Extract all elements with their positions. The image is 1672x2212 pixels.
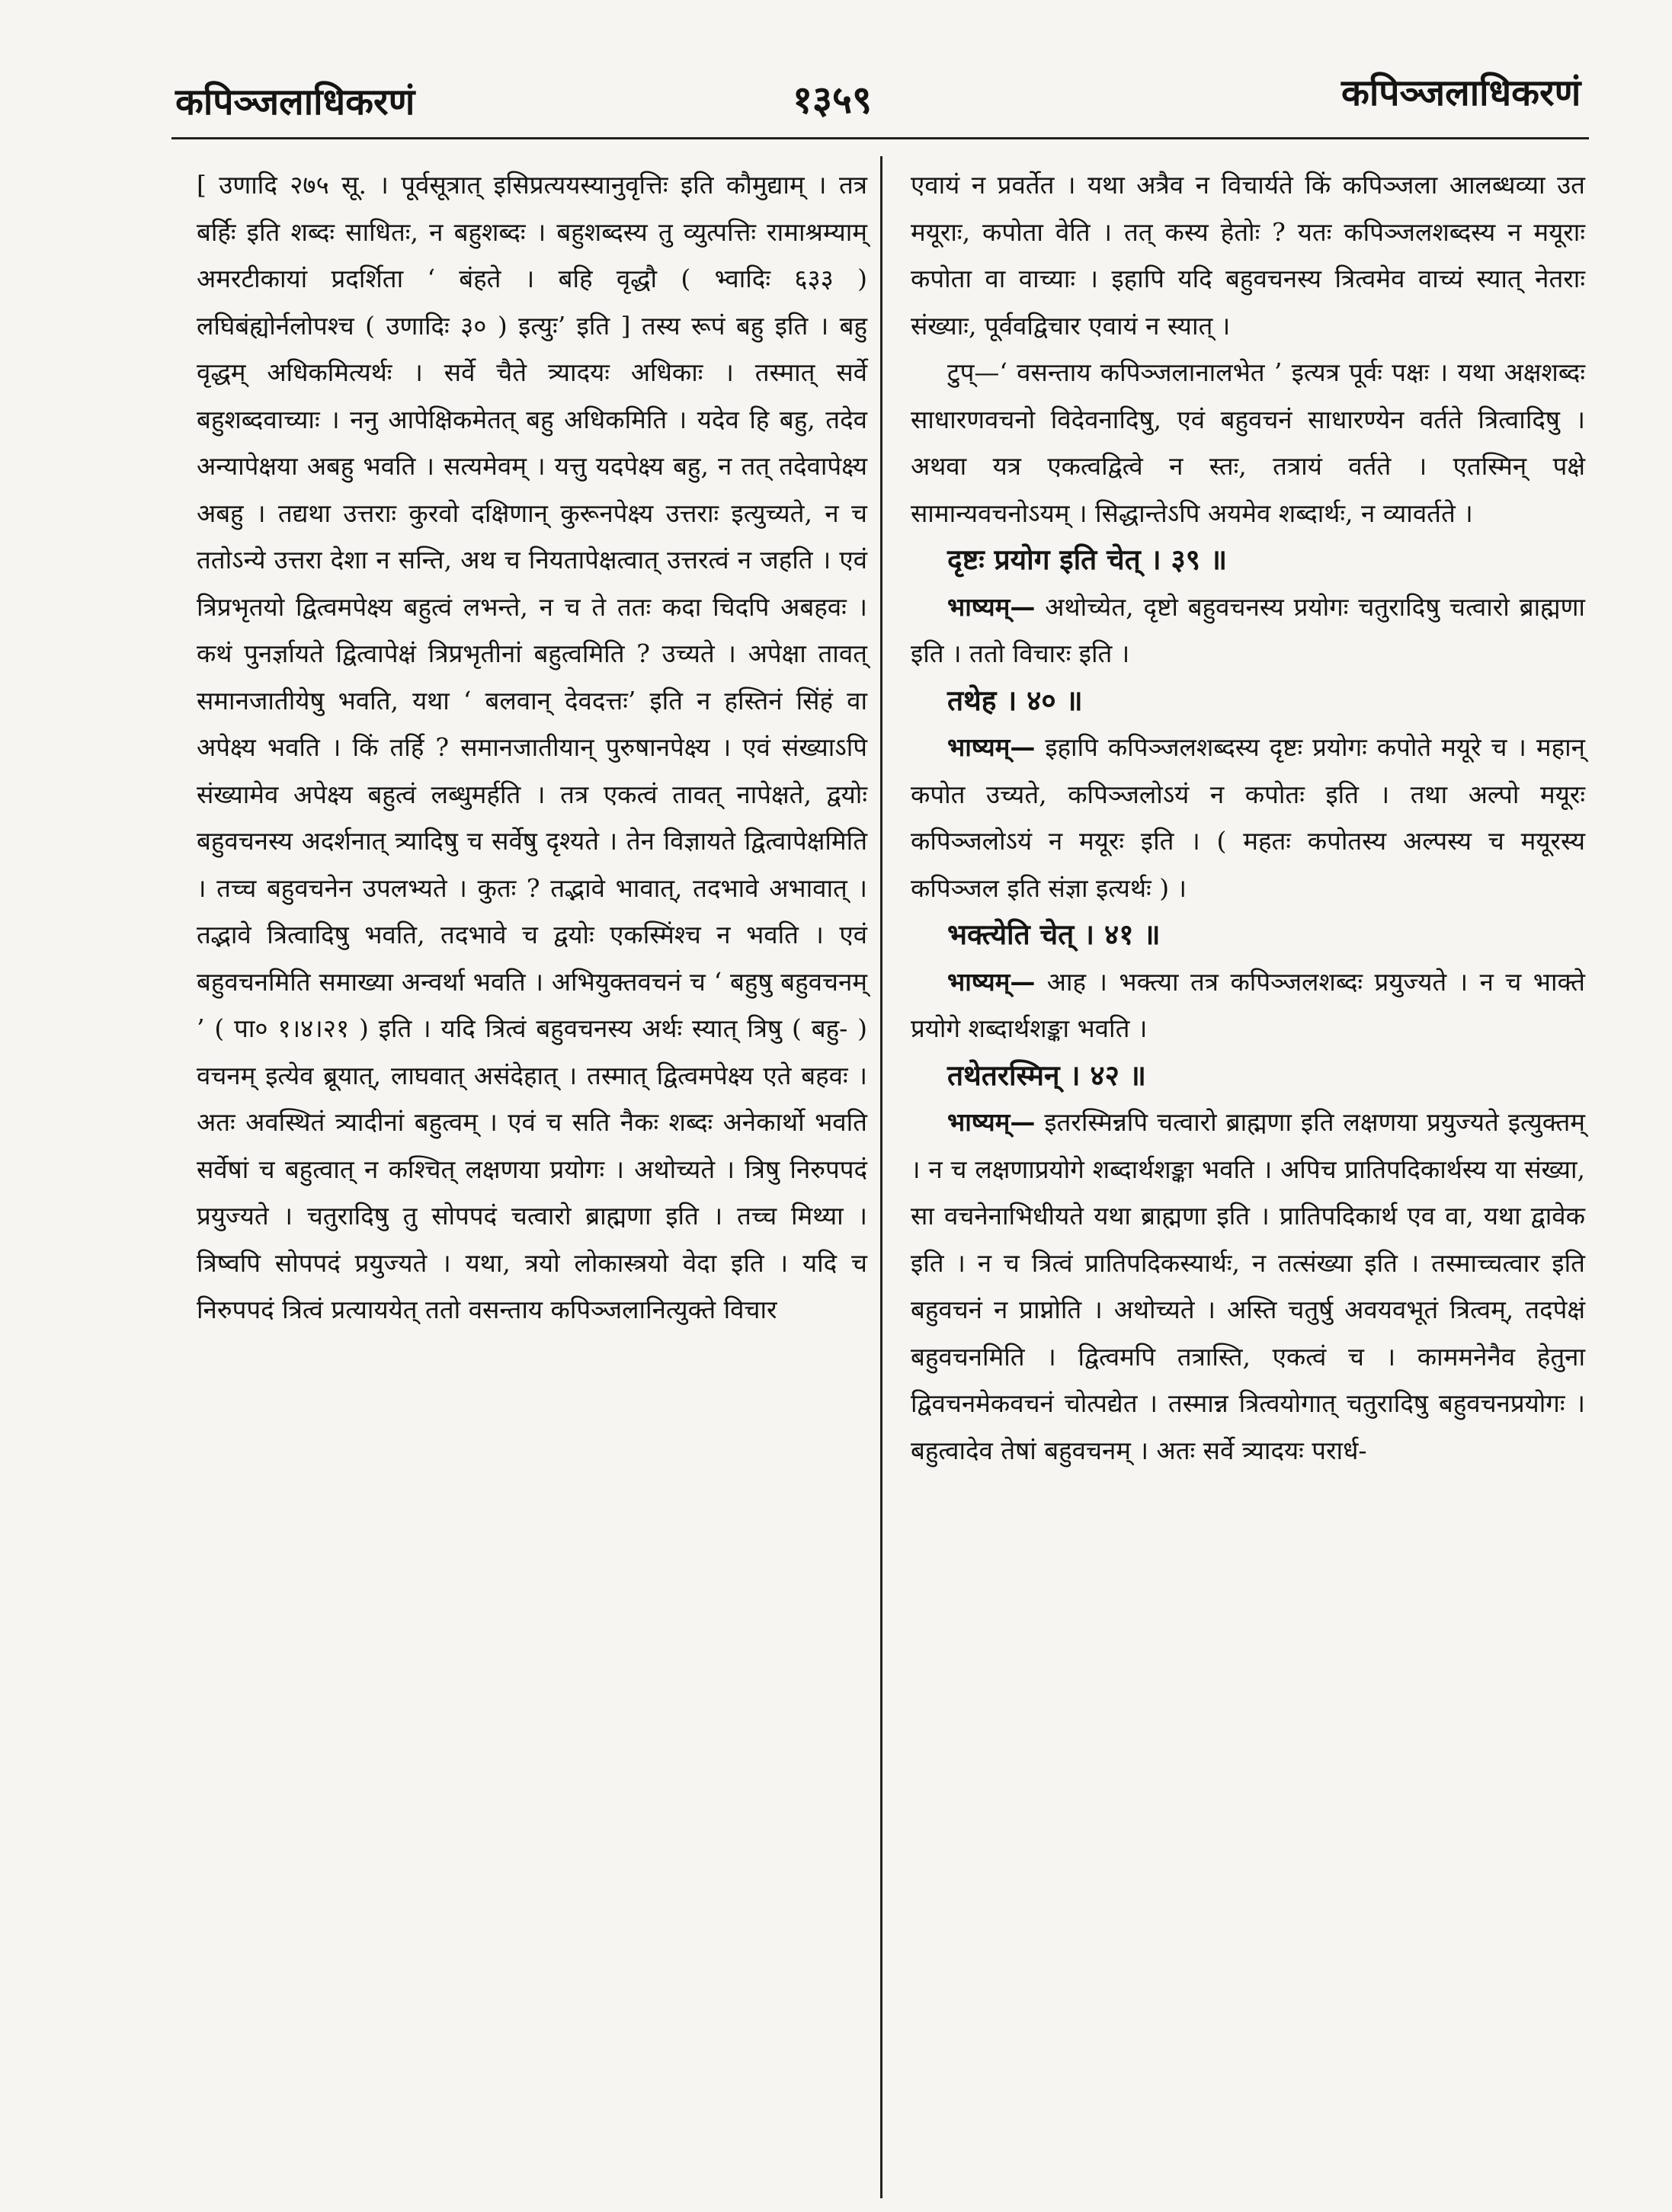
sutra-40: तथेह । ४० ॥ [947,683,1083,717]
bhashya-39 [911,584,1585,677]
bhashya-41-text: आह । भक्त्या तत्र कपिञ्जलशब्दः प्रयुज्यते । न च भाक्ते प्रयोगे शब्दार्थशङ्का भवति । [911,966,1585,1043]
right-column [911,162,1585,1474]
bhashya-42 [911,1099,1585,1474]
sutra-41: भक्त्येति चेत् । ४१ ॥ [947,918,1161,951]
page-header [0,0,1672,152]
running-title-right: कपिञ्जलाधिकरणं [1341,72,1581,114]
column-divider [880,156,882,2198]
left-column-text: [ उणादि २७५ सू. । पूर्वसूत्रात् इसिप्रत्ययस्यानुवृत्तिः इति कौमुद्याम् । तत्र बर्हिः इति शब्दः साधितः, न बहुशब्दः । बहुशब्दस्य तु व्युत्पत्तिः रामाश्रम्याम् अमरटीकायां प्रदर्शिता ‘ बंहते । बहि वृद्धौ ( भ्वादिः ६३३ ) लघिबंह्योर्नलोपश्च ( उणादिः ३० ) इत्युः’ इति ] तस्य रूपं बहु इति । बहु वृद्धम् अधिकमित्यर्थः । सर्वे चैते त्र्यादयः अधिकाः । तस्मात् सर्वे बहुशब्दवाच्याः । ननु आपेक्षिकमेतत् बहु अधिकमिति । यदेव हि बहु, तदेव अन्यापेक्षया अबहु भवति । सत्यमेवम् । यत्तु यदपेक्ष्य बहु, न तत् तदेवापेक्ष्य अबहु । तद्यथा उत्तराः कुरवो दक्षिणान् कुरूनपेक्ष्य उत्तराः इत्युच्यते, न च ततोऽन्ये उत्तरा देशा न सन्ति, अथ च नियतापेक्षत्वात् उत्तरत्वं न जहति । एवं त्रिप्रभृतयो द्वित्वमपेक्ष्य बहुत्वं लभन्ते, न च ते ततः कदा चिदपि अबहवः । कथं पुनर्ज्ञायते द्वित्वापेक्षं त्रिप्रभृतीनां बहुत्वमिति ? उच्यते । अपेक्षा तावत् समानजातीयेषु भवति, यथा ‘ बलवान् देवदत्तः’ इति न हस्तिनं सिंहं वा अपेक्ष्य भवति । किं तर्हि ? समानजातीयान् पुरुषानपेक्ष्य । एवं संख्याऽपि संख्यामेव अपेक्ष्य बहुत्वं लब्धुमर्हति । तत्र एकत्वं तावत् नापेक्षते, द्वयोः बहुवचनस्य अदर्शनात् त्र्यादिषु च सर्वेषु दृश्यते । तेन विज्ञायते द्वित्वापेक्षमिति । तच्च बहुवचनेन उपलभ्यते । कुतः ? तद्भावे भावात्, तदभावे अभावात् । तद्भावे त्रित्वादिषु भवति, तदभावे च द्वयोः एकस्मिंश्च न भवति । एवं बहुवचनमिति समाख्या अन्वर्था भवति । अभियुक्तवचनं च ‘ बहुषु बहुवचनम् ’ ( पा० १।४।२१ ) इति । यदि त्रित्वं बहुवचनस्य अर्थः स्यात् त्रिषु ( बहु- ) वचनम् इत्येव ब्रूयात्, लाघवात् असंदेहात् । तस्मात् द्वित्वमपेक्ष्य एते बहवः । अतः अवस्थितं त्र्यादीनां बहुत्वम् । एवं च सति नैकः शब्दः अनेकार्थो भवति सर्वेषां च बहुत्वात् न कश्चित् लक्षणया प्रयोगः । अथोच्यते । त्रिषु निरुपपदं प्रयुज्यते । चतुरादिषु तु सोपपदं चत्वारो ब्राह्मणा इति । तच्च मिथ्या । त्रिष्वपि सोपपदं प्रयुज्यते । यथा, त्रयो लोकास्त्रयो वेदा इति । यदि च निरुपपदं त्रित्वं प्रत्याययेत् ततो वसन्ताय कपिञ्जलानित्युक्ते विचार [197,170,867,1324]
sutra-39: दृष्टः प्रयोग इति चेत् । ३९ ॥ [947,543,1228,576]
tup-paragraph: टुप्—‘ वसन्ताय कपिञ्जलानालभेत ’ इत्यत्र पूर्वः पक्षः । यथा अक्षशब्दः साधारणवचनो विदेवनादिषु, एवं बहुवचनं साधारण्येन वर्तते त्रित्वादिषु । अथवा यत्र एकत्वद्वित्वे न स्तः, तत्रायं वर्तते । एतस्मिन् पक्षे सामान्यवचनोऽयम् । सिद्धान्तेऽपि अयमेव शब्दार्थः, न व्यावर्तते । [911,357,1585,528]
page-number: १३५९ [793,78,872,122]
bhashya-label: भाष्यम्— [947,1107,1036,1137]
header-rule [171,137,1589,139]
left-column [197,162,867,1333]
continuation-paragraph: एवायं न प्रवर्तेत । यथा अत्रैव न विचार्यते किं कपिञ्जला आलब्धव्या उत मयूराः, कपोता वेति । तत् कस्य हेतोः ? यतः कपिञ्जलशब्दस्य न मयूराः कपोता वा वाच्याः । इहापि यदि बहुवचनस्य त्रित्वमेव वाच्यं स्यात् नेतराः संख्याः, पूर्ववद्विचार एवायं न स्यात् । [911,170,1585,341]
bhashya-39-text: अथोच्येत, दृष्टो बहुवचनस्य प्रयोगः चतुरादिषु चत्वारो ब्राह्मणा इति । ततो विचारः इति । [911,591,1585,668]
bhashya-label: भाष्यम्— [947,966,1036,997]
bhashya-40-text: इहापि कपिञ्जलशब्दस्य दृष्टः प्रयोगः कपोते मयूरे च । महान् कपोत उच्यते, कपिञ्जलोऽयं न कपोतः इति । तथा अल्पो मयूरः कपिञ्जलोऽयं न मयूरः इति । ( महतः कपोतस्य अल्पस्य च मयूरस्य कपिञ्जल इति संज्ञा इत्यर्थः ) । [911,732,1585,903]
sutra-42: तथेतरस्मिन् । ४२ ॥ [947,1058,1146,1092]
bhashya-40 [911,724,1585,911]
bhashya-42-text: इतरस्मिन्नपि चत्वारो ब्राह्मणा इति लक्षणया प्रयुज्यते इत्युक्तम् । न च लक्षणाप्रयोगे शब्दार्थशङ्का भवति । अपिच प्रातिपदिकार्थस्य या संख्या, सा वचनेनाभिधीयते यथा ब्राह्मणा इति । प्रातिपदिकार्थ एव वा, यथा द्वावेक इति । न च त्रित्वं प्रातिपदिकस्यार्थः, न तत्संख्या इति । तस्माच्चत्वार इति बहुवचनं न प्राप्नोति । अथोच्यते । अस्ति चतुर्षु अवयवभूतं त्रित्वम्, तदपेक्षं बहुवचनमिति । द्वित्वमपि तत्रास्ति, एकत्वं च । काममनेनैव हेतुना द्विवचनमेकवचनं चोत्पद्येत । तस्मान्न त्रित्वयोगात् चतुरादिषु बहुवचनप्रयोगः । बहुत्वादेव तेषां बहुवचनम् । अतः सर्वे त्र्यादयः परार्ध- [911,1107,1585,1465]
running-title-left: कपिञ्जलाधिकरणं [175,81,415,123]
bhashya-label: भाष्यम्— [947,732,1036,762]
bhashya-41 [911,959,1585,1052]
bhashya-label: भाष्यम्— [947,591,1036,622]
